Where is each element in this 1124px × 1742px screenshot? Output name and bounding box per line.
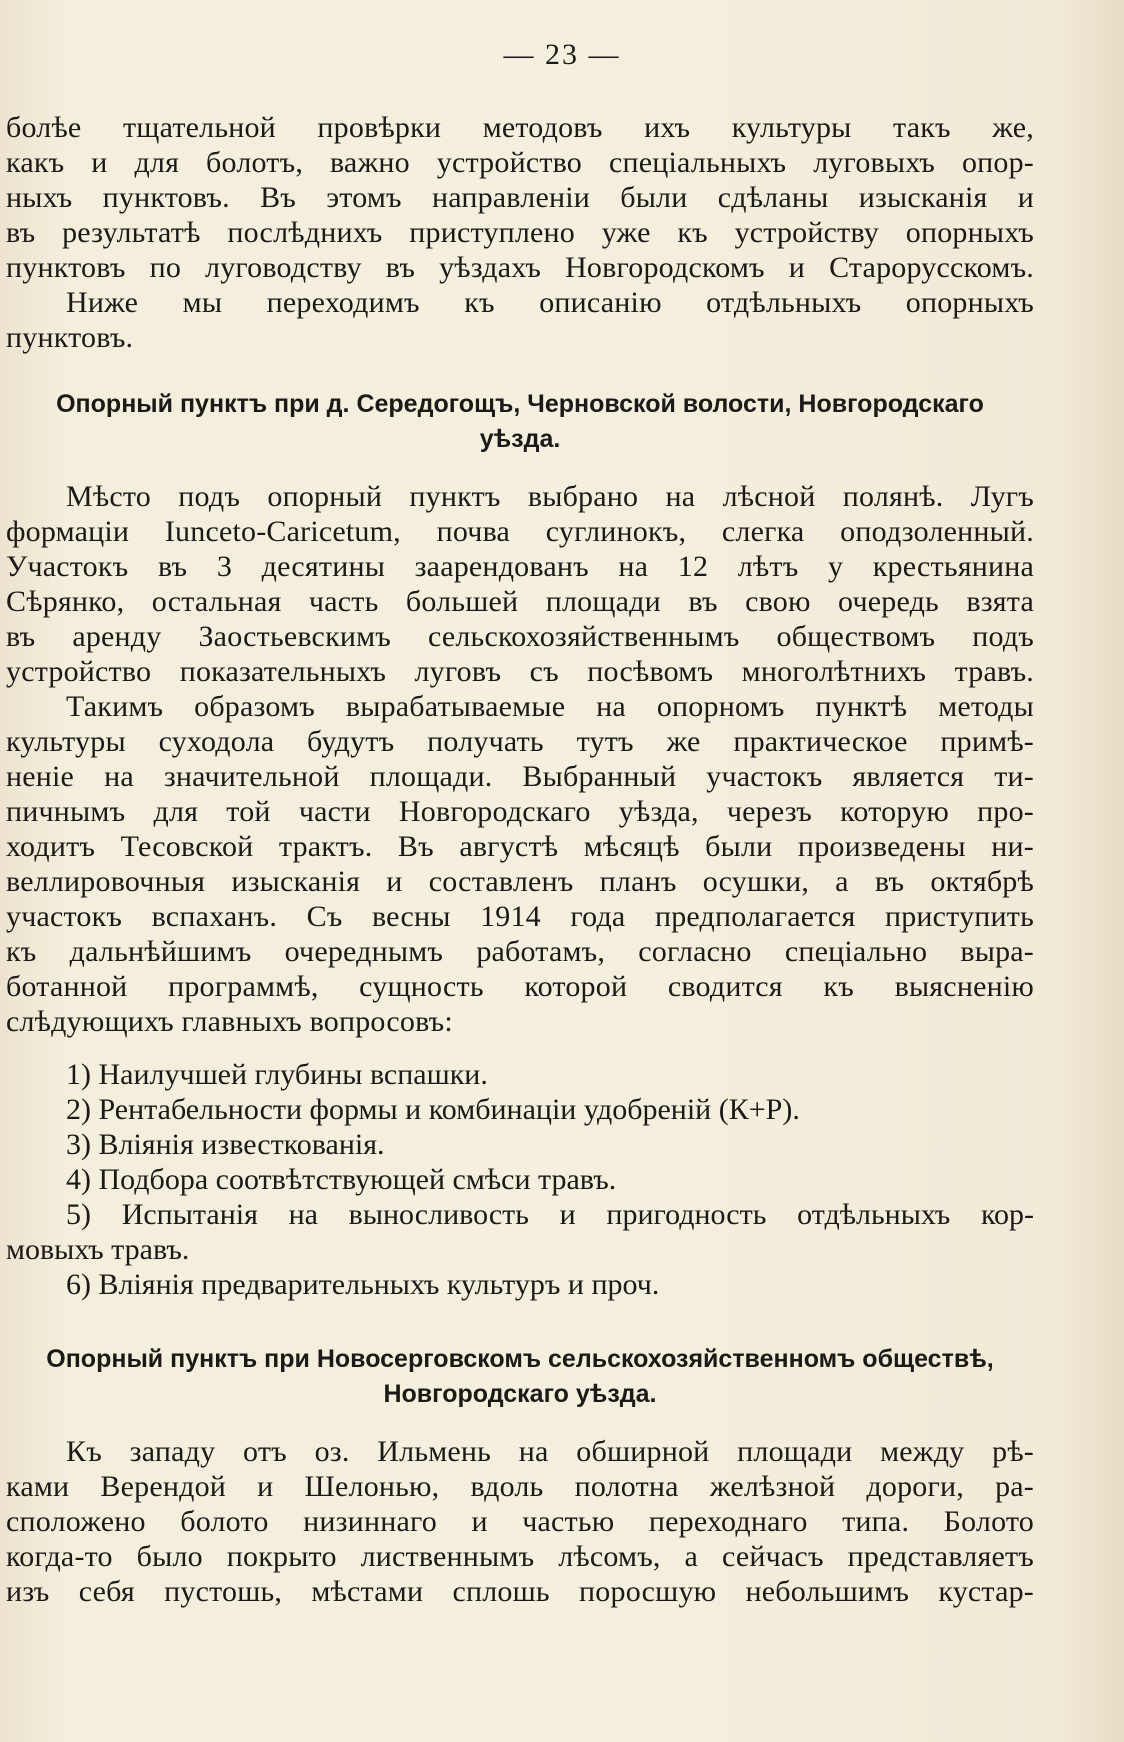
text-line: ками Верендой и Шелонью, вдоль полотна желѣзной дороги, ра- [6, 1470, 1034, 1503]
list-item [6, 1057, 1034, 1092]
heading-line: Новгородскаго уѣзда. [383, 1380, 657, 1408]
list-item-text: 4) Подбора соотвѣтствующей смѣси травъ. [66, 1163, 617, 1196]
text-line: въ результатѣ послѣднихъ приступлено уже къ устройству опорныхъ [6, 216, 1034, 249]
questions-list [6, 1057, 1034, 1302]
text-line: устройство показательныхъ луговъ съ посѣвомъ многолѣтнихъ травъ. [6, 655, 1034, 688]
list-item-text: 2) Рентабельности формы и комбинаціи удобреній (К+Р). [66, 1093, 800, 1126]
heading-line: Опорный пунктъ при д. Середогощъ, Черновской волости, Новгородскаго [56, 390, 984, 418]
section-heading-novosergovskoe [6, 1342, 1034, 1412]
transition-paragraph [6, 285, 1034, 355]
text-line: сположено болото низиннаго и частью переходнаго типа. Болото [6, 1505, 1034, 1538]
section1-paragraph-1 [6, 479, 1034, 689]
text-line: когда-то было покрыто лиственнымъ лѣсомъ, а сейчасъ представляетъ [6, 1540, 1034, 1573]
text-line: пунктовъ. [6, 321, 134, 354]
text-line: ходитъ Тесовской трактъ. Въ августѣ мѣсяцѣ были произведены ни- [6, 830, 1034, 863]
text-line: изъ себя пустошь, мѣстами сплошь поросшую небольшимъ кустар- [6, 1575, 1034, 1608]
text-line: какъ и для болотъ, важно устройство спеціальныхъ луговыхъ опор- [6, 146, 1034, 179]
text-line: культуры суходола будутъ получать тутъ же практическое примѣ- [6, 725, 1034, 758]
list-item [6, 1197, 1034, 1267]
list-item-text: 5) Испытанія на выносливость и пригодность отдѣльныхъ кор- [66, 1198, 1034, 1231]
section-heading-seredogoshch [6, 387, 1034, 457]
section2-paragraph-1 [6, 1434, 1034, 1609]
text-line: пичнымъ для той части Новгородскаго уѣзда, черезъ которую про- [6, 795, 1034, 828]
page-number: — 23 — [503, 38, 621, 71]
text-line: неніе на значительной площади. Выбранный участокъ является ти- [6, 760, 1034, 793]
text-line: въ аренду Заостьевскимъ сельскохозяйственнымъ обществомъ подъ [6, 620, 1034, 653]
page-body [6, 110, 1034, 1609]
text-line: къ дальнѣйшимъ очереднымъ работамъ, согласно спеціально выра- [6, 935, 1034, 968]
text-line: участокъ вспаханъ. Съ весны 1914 года предполагается приступить [6, 900, 1034, 933]
heading-line: Опорный пунктъ при Новосерговскомъ сельскохозяйственномъ обществѣ, [46, 1345, 994, 1373]
list-item-text: 3) Вліянія известкованія. [66, 1128, 385, 1161]
text-line: веллировочныя изысканія и составленъ планъ осушки, а въ октябрѣ [6, 865, 1034, 898]
text-line: формаціи Iunceto-Caricetum, почва суглинокъ, слегка оподзоленный. [6, 515, 1034, 548]
text-line: Ниже мы переходимъ къ описанію отдѣльныхъ опорныхъ [66, 286, 1034, 319]
text-line: Мѣсто подъ опорный пунктъ выбрано на лѣсной полянѣ. Лугъ [66, 480, 1034, 513]
text-line: Сѣрянко, остальная часть большей площади въ свою очередь взята [6, 585, 1034, 618]
heading-line: уѣзда. [479, 425, 561, 453]
intro-paragraph [6, 110, 1034, 285]
text-line: ботанной программѣ, сущность которой сводится къ выясненію [6, 970, 1034, 1003]
list-item [6, 1127, 1034, 1162]
list-item [6, 1092, 1034, 1127]
section1-paragraph-2 [6, 689, 1034, 1039]
text-line: Къ западу отъ оз. Ильмень на обширной площади между рѣ- [66, 1435, 1034, 1468]
text-line: пунктовъ по луговодству въ уѣздахъ Новгородскомъ и Старорусскомъ. [6, 251, 1034, 284]
list-item [6, 1267, 1034, 1302]
text-line: болѣе тщательной провѣрки методовъ ихъ культуры такъ же, [6, 111, 1034, 144]
text-line: Участокъ въ 3 десятины заарендованъ на 12 лѣтъ у крестьянина [6, 550, 1034, 583]
text-line: Такимъ образомъ вырабатываемые на опорномъ пунктѣ методы [66, 690, 1034, 723]
text-line: слѣдующихъ главныхъ вопросовъ: [6, 1005, 453, 1038]
list-item [6, 1162, 1034, 1197]
list-item-continuation: мовыхъ травъ. [6, 1233, 190, 1266]
list-item-text: 1) Наилучшей глубины вспашки. [66, 1058, 488, 1091]
list-item-text: 6) Вліянія предварительныхъ культуръ и проч. [66, 1268, 660, 1301]
text-line: ныхъ пунктовъ. Въ этомъ направленіи были сдѣланы изысканія и [6, 181, 1034, 214]
